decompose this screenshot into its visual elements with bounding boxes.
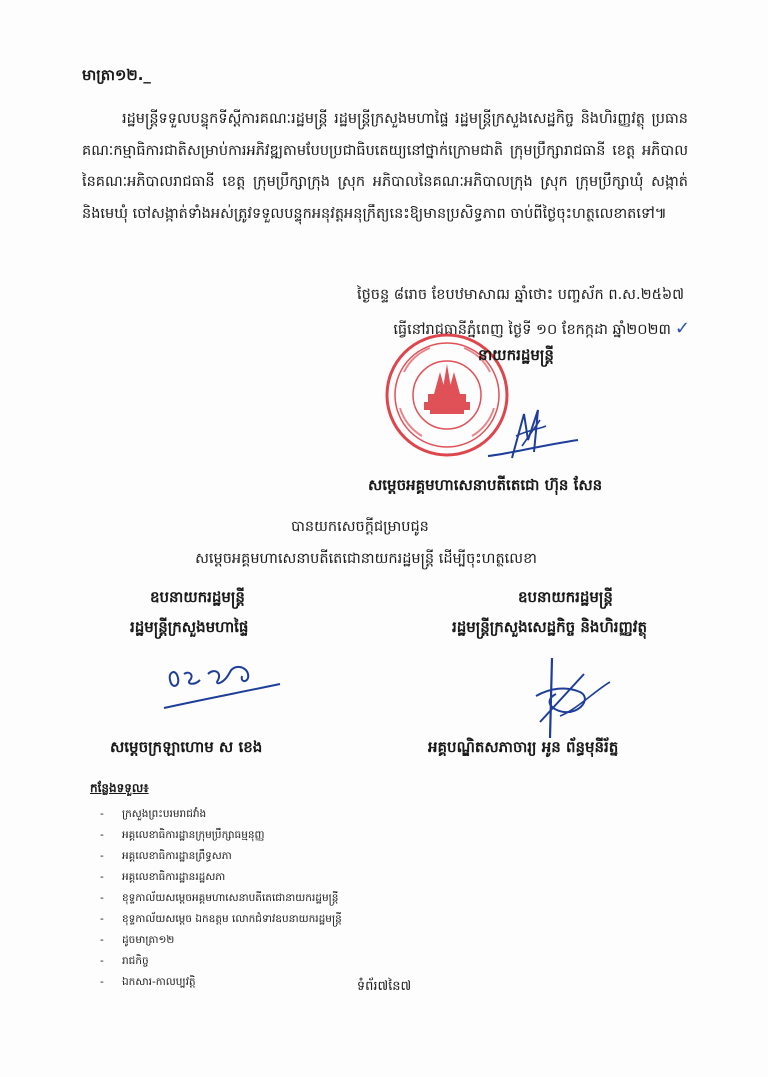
right-signatory-role: រដ្ឋមន្ត្រីក្រសួងសេដ្ឋកិច្ច និងហិរញ្ញវត្ថុ	[452, 618, 648, 636]
right-signature-image	[510, 652, 620, 742]
left-signatory-title: ឧបនាយករដ្ឋមន្ត្រី	[150, 588, 245, 606]
checkmark-icon: ✓	[674, 318, 690, 339]
recipient-item: - អគ្គលេខាធិការដ្ឋានព្រឹទ្ធសភា	[100, 846, 342, 867]
left-signature-image	[156, 650, 286, 720]
recipients-heading: កន្លែងទទួល៖	[90, 781, 149, 795]
left-signatory-role: រដ្ឋមន្ត្រីក្រសួងមហាផ្ទៃ	[130, 618, 249, 636]
recipient-item: - ខុទ្ទកាល័យសម្តេច ឯកឧត្តម លោកជំទាវឧបនាយករដ្ឋមន្ត្រី	[100, 909, 342, 930]
pm-signature-image	[478, 396, 588, 472]
solar-date: ធ្វើនៅរាជធានីភ្នំពេញ ថ្ងៃទី ១០ ខែកក្កដា ឆ្នាំ២០២៣	[393, 322, 671, 338]
pm-title: នាយករដ្ឋមន្ត្រី	[478, 346, 554, 364]
lunar-date: ថ្ងៃចន្ទ ៨រោច ខែបឋមាសាឍ ឆ្នាំថោះ បញ្ចស័ក ព.ស.២៥៦៧	[356, 287, 684, 303]
recipient-item: - រាជកិច្ច	[100, 951, 342, 972]
recipient-item: - ដូចមាត្រា១២	[100, 930, 342, 951]
pm-name: សម្តេចអគ្គមហាសេនាបតីតេជោ ហ៊ុន សែន	[368, 476, 603, 494]
recipient-item: - ឯកសារ-កាលប្បវត្តិ	[100, 972, 342, 993]
left-signatory-name: សម្តេចក្រឡាហោម ស ខេង	[110, 738, 263, 756]
recipient-item: - អគ្គលេខាធិការដ្ឋានក្រុមប្រឹក្សាធម្មនុញ្ញ	[100, 825, 342, 846]
transmit-line-2: សម្តេចអគ្គមហាសេនាបតីតេជោនាយករដ្ឋមន្ត្រី ដើម្បីចុះហត្ថលេខា	[195, 551, 537, 567]
page-number: ទំព័រ៧នៃ៧	[356, 979, 412, 994]
recipient-item: - អគ្គលេខាធិការដ្ឋានរដ្ឋសភា	[100, 867, 342, 888]
right-signatory-name: អគ្គបណ្ឌិតសភាចារ្យ អូន ព័ន្ធមុនីរ័ត្ន	[428, 738, 619, 756]
recipients-list	[100, 804, 342, 993]
recipient-item: - ក្រសួងព្រះបរមរាជវាំង	[100, 804, 342, 825]
right-signatory-title: ឧបនាយករដ្ឋមន្ត្រី	[518, 588, 613, 606]
article-heading: មាត្រា១២._	[82, 66, 151, 84]
transmit-line-1: បានយកសេចក្តីជម្រាបជូន	[291, 519, 429, 535]
body-paragraph: រដ្ឋមន្ត្រីទទួលបន្ទុកទីស្តីការគណៈរដ្ឋមន្ត្រី រដ្ឋមន្ត្រីក្រសួងមហាផ្ទៃ រដ្ឋមន្ត្រីក្រសួងសេដ្ឋកិច្ច និងហិរញ្ញវត្ថុ ប្រធានគណៈកម្មាធិការជាតិសម្រាប់ការអភិវឌ្ឍតាមបែបប្រជាធិបតេយ្យនៅថ្នាក់ក្រោមជាតិ ក្រុមប្រឹក្សារាជធានី ខេត្ត អភិបាលនៃគណៈអភិបាលរាជធានី ខេត្ត ក្រុមប្រឹក្សាក្រុង ស្រុក អភិបាលនៃគណៈអភិបាលក្រុង ស្រុក ក្រុមប្រឹក្សាឃុំ សង្កាត់ និងមេឃុំ ចៅសង្កាត់ទាំងអស់ត្រូវទទួលបន្ទុកអនុវត្តអនុក្រឹត្យនេះឱ្យមានប្រសិទ្ធភាព ចាប់ពីថ្ងៃចុះហត្ថលេខាតទៅ៕	[82, 111, 688, 222]
recipient-item: - ខុទ្ទកាល័យសម្តេចអគ្គមហាសេនាបតីតេជោនាយករដ្ឋមន្ត្រី	[100, 888, 342, 909]
